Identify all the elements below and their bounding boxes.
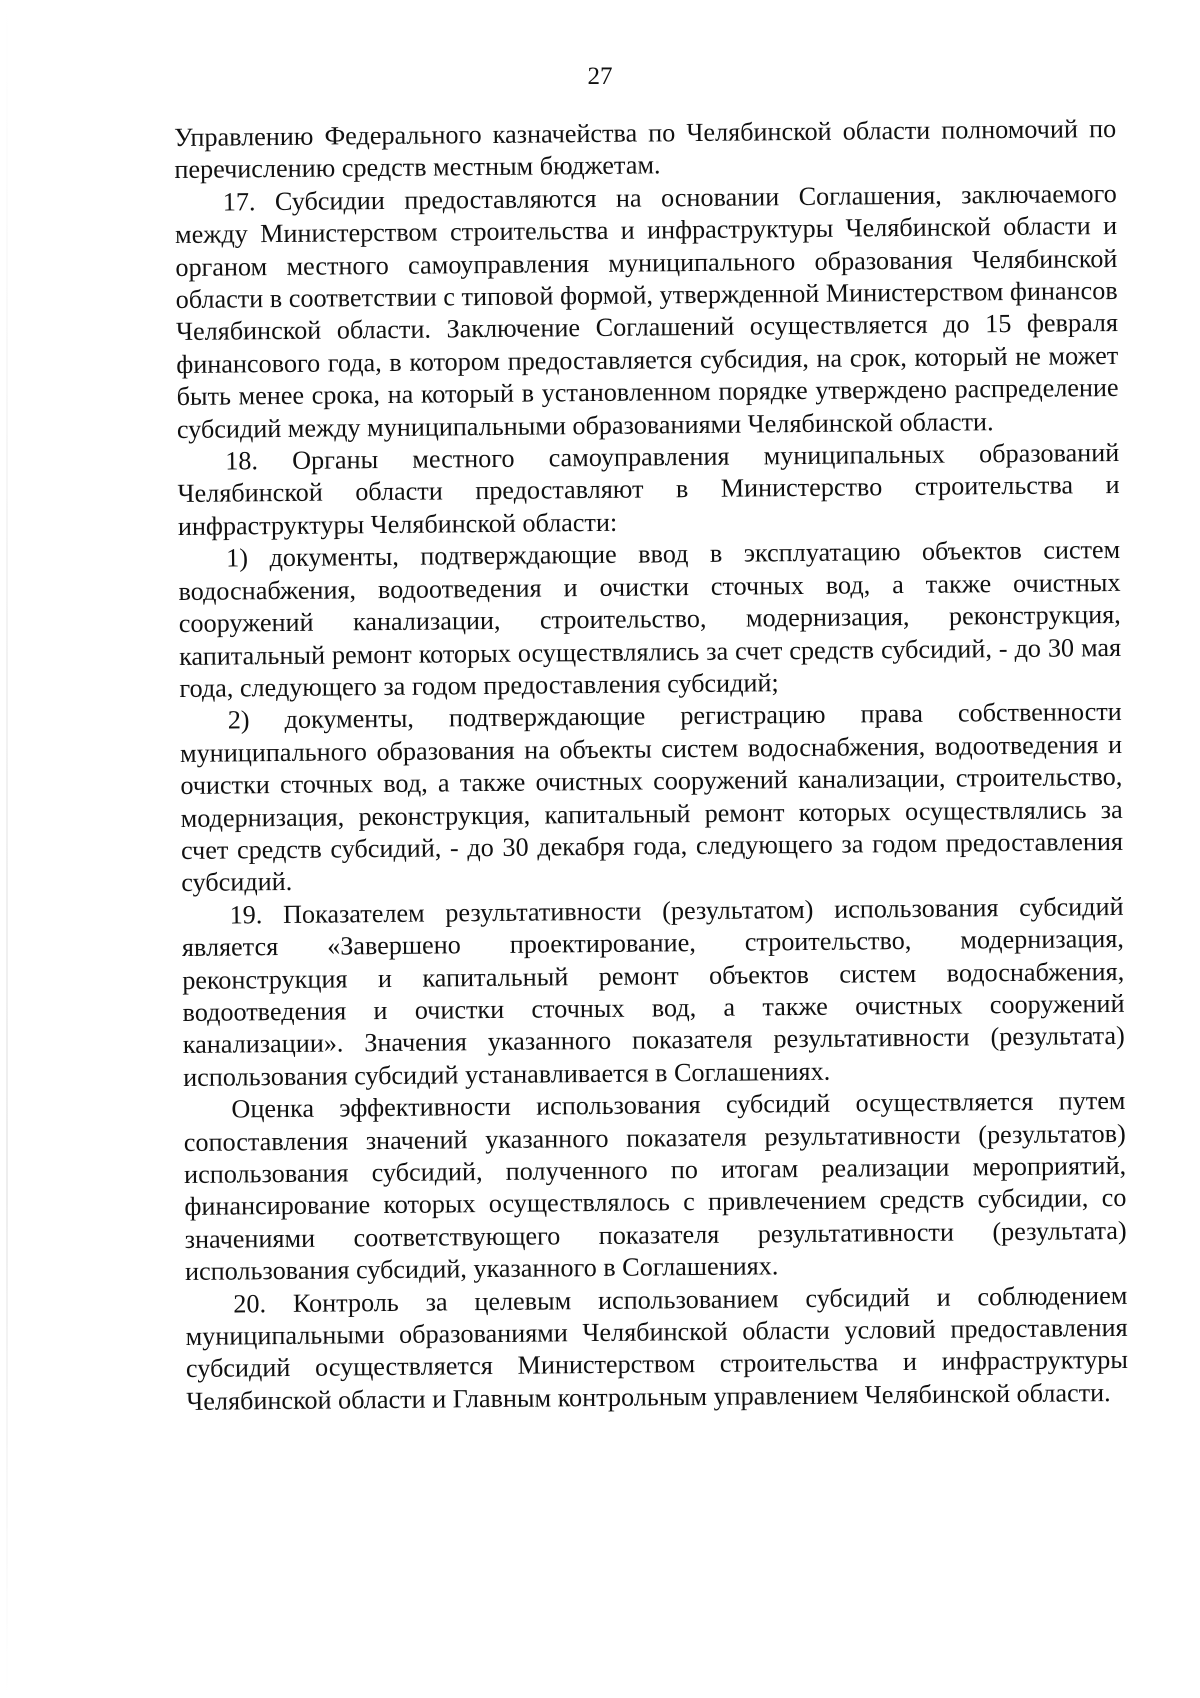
paragraph-18-item-2: 2) документы, подтверждающие регистрацию права собственности муниципального образования на объекты систем водоснабжения, водоотведения и очистки сточных вод, а также очистных сооружений канализации, строительство, модернизация, реконструкция, капитальный ремонт которых осуществлялись за счет средств субсидий, - до 30 декабря года, следующего за годом предоставления субсидий. [179, 697, 1124, 898]
paragraph-19-evaluation: Оценка эффективности использования субсидий осуществляется путем сопоставления значений указанного показателя результативности (результатов) использования субсидий, полученного по итогам реализации мероприятий, финансирование которых осуществлялось с привлечением средств субсидии, со значениями соответствующего показателя результативности (результата) использования субсидий, указанного в Соглашениях. [183, 1086, 1127, 1287]
paragraph-18-item-1: 1) документы, подтверждающие ввод в эксплуатацию объектов систем водоснабжения, водоотведения и очистки сточных вод, а также очистных сооружений канализации, строительство, модернизация, реконструкция, капитальный ремонт которых осуществлялись за счет средств субсидий, - до 30 мая года, следующего за годом предоставления субсидий; [178, 535, 1122, 703]
scan-edge-shadow [6, 0, 8, 1698]
document-body [174, 113, 1128, 1418]
paragraph-20: 20. Контроль за целевым использованием субсидий и соблюдением муниципальными образованиями Челябинской области условий предоставления субсидий осуществляется Министерством строительства и инфраструктуры Челябинской области и Главным контрольным управлением Челябинской области. [185, 1280, 1129, 1416]
paragraph-19: 19. Показателем результативности (результатом) использования субсидий является «Завершено проектирование, строительство, модернизация, реконструкция и капитальный ремонт объектов систем водоснабжения, водоотведения и очистки сточных вод, а также очистных сооружений канализации». Значения указанного показателя результативности (результата) использования субсидий устанавливается в Соглашениях. [181, 891, 1125, 1092]
paragraph-17: 17. Субсидии предоставляются на основании Соглашения, заключаемого между Министерством строительства и инфраструктуры Челябинской области и органом местного самоуправления муниципального образования Челябинской области в соответствии с типовой формой, утвержденной Министерством финансов Челябинской области. Заключение Соглашений осуществляется до 15 февраля финансового года, в котором предоставляется субсидия, на срок, который не может быть менее срока, на который в установленном порядке утверждено распределение субсидий между муниципальными образованиями Челябинской области. [174, 178, 1119, 444]
paragraph-18: 18. Органы местного самоуправления муниципальных образований Челябинской области предоставляют в Министерство строительства и инфраструктуры Челябинской области: [177, 438, 1120, 541]
paragraph-continuation: Управлению Федерального казначейства по Челябинской области полномочий по перечислению средств местным бюджетам. [174, 113, 1117, 185]
page-number: 27 [587, 63, 613, 90]
